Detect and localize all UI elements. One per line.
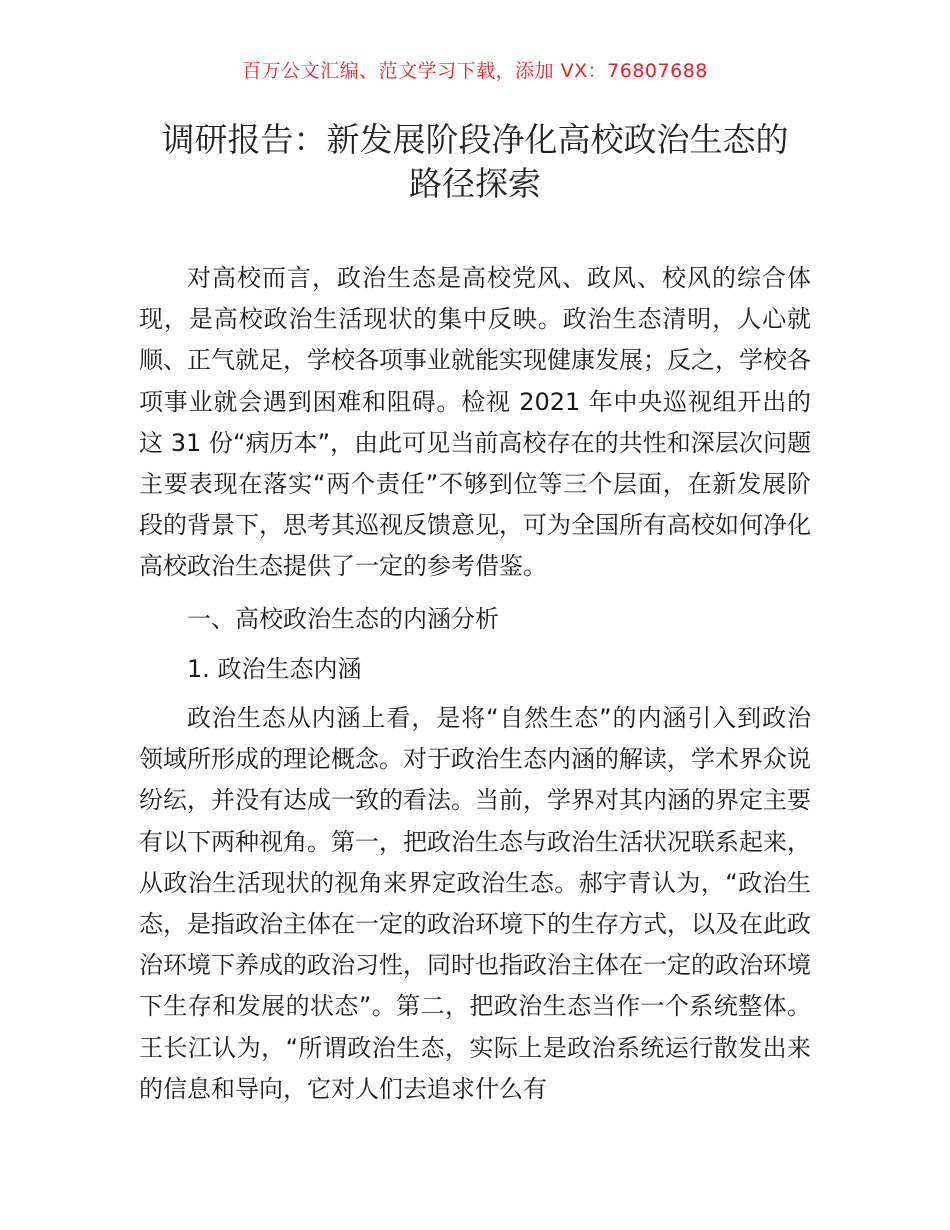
paragraph-intro: 对高校而言，政治生态是高校党风、政风、校风的综合体现，是高校政治生活现状的集中反映。政治生态清明，人心就顺、正气就足，学校各项事业就能实现健康发展；反之，学校各项事业就会遇到困难和阻碍。检视 2021 年中央巡视组开出的这 31 份“病历本”，由此可见当前高校存在的共性和深层次问题主要表现在落实“两个责任”不够到位等三个层面，在新发展阶段的背景下，思考其巡视反馈意见，可为全国所有高校如何净化高校政治生态提供了一定的参考借鉴。	[139, 264, 811, 581]
subsection-heading: 1. 政治生态内涵	[187, 654, 362, 683]
paragraph-definition: 政治生态从内涵上看，是将“自然生态”的内涵引入到政治领域所形成的理论概念。对于政治生态内涵的解读，学术界众说纷纭，并没有达成一致的看法。当前，学界对其内涵的界定主要有以下两种视角。第一，把政治生态与政治生活状况联系起来，从政治生活现状的视角来界定政治生态。郝宇青认为，“政治生态，是指政治主体在一定的政治环境下的生存方式，以及在此政治环境下养成的政治习性，同时也指政治主体在一定的政治环境下生存和发展的状态”。第二，把政治生态当作一个系统整体。王长江认为，“所谓政治生态，实际上是政治系统运行散发出来的信息和导向，它对人们去追求什么有	[139, 704, 811, 1103]
page-title	[120, 118, 830, 206]
watermark-banner: 百万公文汇编、范文学习下载，添加 VX：76807688	[242, 60, 708, 82]
section-heading: 一、高校政治生态的内涵分析	[187, 604, 499, 633]
document-body	[139, 258, 811, 1110]
title-line-1: 调研报告：新发展阶段净化高校政治生态的	[161, 120, 789, 159]
title-line-2: 路径探索	[409, 164, 541, 203]
